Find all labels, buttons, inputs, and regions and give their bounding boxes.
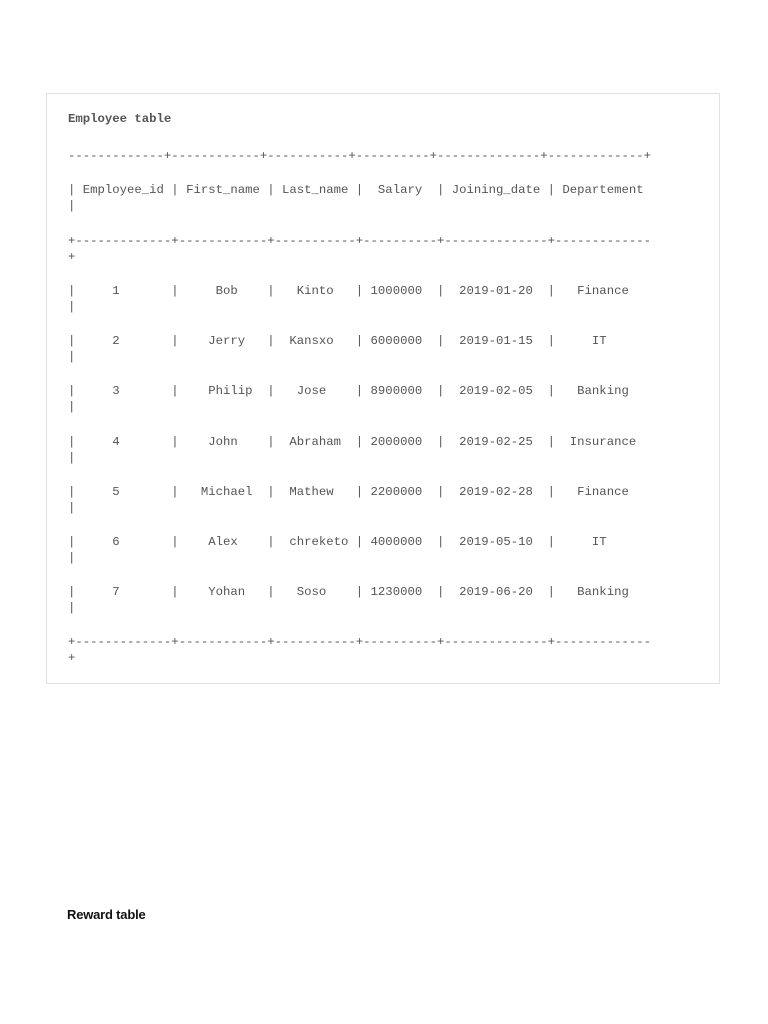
table-separator-line: +-------------+------------+-----------+----------+--------------+------------- — [68, 234, 651, 248]
table-row-5: | 5 | Michael | Mathew | 2200000 | 2019-02-28 | Finance — [68, 485, 629, 499]
reward-table-heading: Reward table — [67, 907, 146, 922]
table-row-7: | 7 | Yohan | Soso | 1230000 | 2019-06-20 | Banking — [68, 585, 629, 599]
table-row-5-wrap: | — [68, 501, 76, 515]
table-row-2-wrap: | — [68, 350, 76, 364]
table-row-2: | 2 | Jerry | Kansxo | 6000000 | 2019-01-15 | IT — [68, 334, 607, 348]
table-row-7-wrap: | — [68, 601, 76, 615]
table-row-4: | 4 | John | Abraham | 2000000 | 2019-02-25 | Insurance — [68, 435, 637, 449]
table-header-wrap: | — [68, 199, 76, 213]
table-row-1: | 1 | Bob | Kinto | 1000000 | 2019-01-20 | Finance — [68, 284, 629, 298]
table-row-6-wrap: | — [68, 551, 76, 565]
table-bottom-wrap: + — [68, 651, 76, 665]
table-separator-wrap: + — [68, 250, 76, 264]
employee-table-code-block — [46, 93, 720, 684]
table-bottom-border: +-------------+------------+-----------+----------+--------------+------------- — [68, 635, 651, 649]
table-header-line: | Employee_id | First_name | Last_name | Salary | Joining_date | Departement — [68, 183, 644, 197]
table-row-1-wrap: | — [68, 300, 76, 314]
table-row-3-wrap: | — [68, 400, 76, 414]
table-row-6: | 6 | Alex | chreketo | 4000000 | 2019-05-10 | IT — [68, 535, 607, 549]
table-top-border: -------------+------------+-----------+----------+--------------+-------------+ — [68, 149, 651, 163]
table-row-3: | 3 | Philip | Jose | 8900000 | 2019-02-05 | Banking — [68, 384, 629, 398]
table-row-4-wrap: | — [68, 451, 76, 465]
employee-table-title: Employee table — [68, 112, 172, 126]
